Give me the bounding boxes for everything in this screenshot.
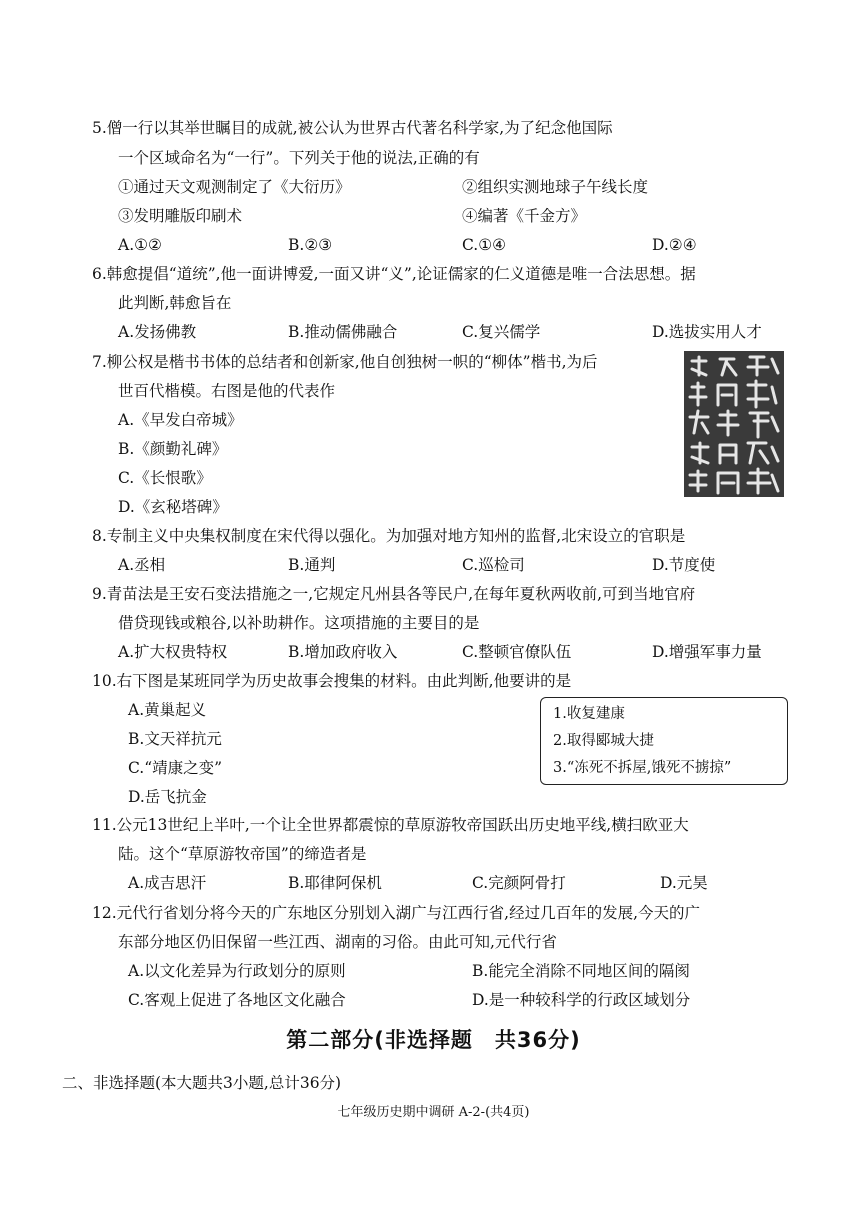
q10-option-d: D.岳飞抗金 <box>128 788 207 806</box>
q12-stem-line2: 东部分地区仍旧保留一些江西、湖南的习俗。由此可知,元代行省 <box>118 933 557 951</box>
q5-statement-4: ④编著《千金方》 <box>462 207 587 225</box>
q10-option-c: C.“靖康之变” <box>128 759 223 777</box>
q12-option-a: A.以文化差异为行政划分的原则 <box>128 962 346 980</box>
q8-option-a: A.丞相 <box>118 556 166 574</box>
q6-stem-line1: 6.韩愈提倡“道统”,他一面讲博爱,一面又讲“义”,论证儒家的仁义道德是唯一合法思想。据 <box>92 265 696 283</box>
q5-statement-1: ①通过天文观测制定了《大衍历》 <box>118 178 351 196</box>
q9-option-d: D.增强军事力量 <box>652 643 762 661</box>
q7-option-d: D.《玄秘塔碑》 <box>118 498 228 516</box>
q7-option-a: A.《早发白帝城》 <box>118 411 243 429</box>
calligraphy-strokes <box>684 351 784 497</box>
q12-option-c: C.客观上促进了各地区文化融合 <box>128 991 346 1009</box>
q6-option-c: C.复兴儒学 <box>462 323 541 341</box>
q5-stem-line1: 5.僧一行以其举世瞩目的成就,被公认为世界古代著名科学家,为了纪念他国际 <box>92 119 613 137</box>
q7-stem-line2: 世百代楷模。右图是他的代表作 <box>118 382 336 400</box>
q11-option-a: A.成吉思汗 <box>128 874 207 892</box>
q8-option-b: B.通判 <box>288 556 336 574</box>
q6-option-a: A.发扬佛教 <box>118 323 197 341</box>
q11-stem-line1: 11.公元13世纪上半叶,一个让全世界都震惊的草原游牧帝国跃出历史地平线,横扫欧亚大 <box>92 816 689 834</box>
q5-option-a: A.①② <box>118 236 162 254</box>
q10-option-b: B.文天祥抗元 <box>128 730 222 748</box>
q5-stem-line2: 一个区域命名为“一行”。下列关于他的说法,正确的有 <box>118 149 480 167</box>
q10-material-item-2: 2.取得郾城大捷 <box>553 733 654 749</box>
q8-option-d: D.节度使 <box>652 556 716 574</box>
q8-stem-line1: 8.专制主义中央集权制度在宋代得以强化。为加强对地方知州的监督,北宋设立的官职是 <box>92 527 686 545</box>
q11-option-d: D.元昊 <box>660 874 708 892</box>
q5-option-d: D.②④ <box>652 236 697 254</box>
q11-option-c: C.完颜阿骨打 <box>472 874 566 892</box>
q7-stem-line1: 7.柳公权是楷书书体的总结者和创新家,他自创独树一帜的“柳体”楷书,为后 <box>92 353 598 371</box>
q8-option-c: C.巡检司 <box>462 556 525 574</box>
q9-stem-line1: 9.青苗法是王安石变法措施之一,它规定凡州县各等民户,在每年夏秋两收前,可到当地官府 <box>92 585 696 603</box>
q5-option-b: B.②③ <box>288 236 333 254</box>
q6-stem-line2: 此判断,韩愈旨在 <box>118 294 232 312</box>
q7-option-b: B.《颜勤礼碑》 <box>118 440 228 458</box>
q12-option-b: B.能完全消除不同地区间的隔阂 <box>472 962 690 980</box>
q10-material-item-3: 3.“冻死不拆屋,饿死不掳掠” <box>553 760 732 776</box>
q6-option-d: D.选拔实用人才 <box>652 323 762 341</box>
q9-stem-line2: 借贷现钱或粮谷,以补助耕作。这项措施的主要目的是 <box>118 614 480 632</box>
q11-option-b: B.耶律阿保机 <box>288 874 382 892</box>
q9-option-b: B.增加政府收入 <box>288 643 398 661</box>
calligraphy-rubbing-image <box>684 351 784 497</box>
q6-option-b: B.推动儒佛融合 <box>288 323 398 341</box>
section-two-heading: 二、非选择题(本大题共3小题,总计36分) <box>62 1074 342 1092</box>
page-footer: 七年级历史期中调研 A-2-(共4页) <box>337 1105 530 1120</box>
q7-option-c: C.《长恨歌》 <box>118 469 212 487</box>
q5-statement-2: ②组织实测地球子午线长度 <box>462 178 649 196</box>
q9-option-a: A.扩大权贵特权 <box>118 643 228 661</box>
q12-option-d: D.是一种较科学的行政区域划分 <box>472 991 691 1009</box>
q10-stem-line1: 10.右下图是某班同学为历史故事会搜集的材料。由此判断,他要讲的是 <box>92 672 572 690</box>
q10-material-box <box>540 697 788 785</box>
q10-option-a: A.黄巢起义 <box>128 701 207 719</box>
q5-statement-3: ③发明雕版印刷术 <box>118 207 243 225</box>
q9-option-c: C.整顿官僚队伍 <box>462 643 572 661</box>
q12-stem-line1: 12.元代行省划分将今天的广东地区分别划入湖广与江西行省,经过几百年的发展,今天的广 <box>92 904 701 922</box>
q11-stem-line2: 陆。这个“草原游牧帝国”的缔造者是 <box>118 845 367 863</box>
q10-material-item-1: 1.收复建康 <box>553 706 625 722</box>
q5-option-c: C.①④ <box>462 236 507 254</box>
section-two-title: 第二部分(非选择题 共36分) <box>286 1028 581 1052</box>
